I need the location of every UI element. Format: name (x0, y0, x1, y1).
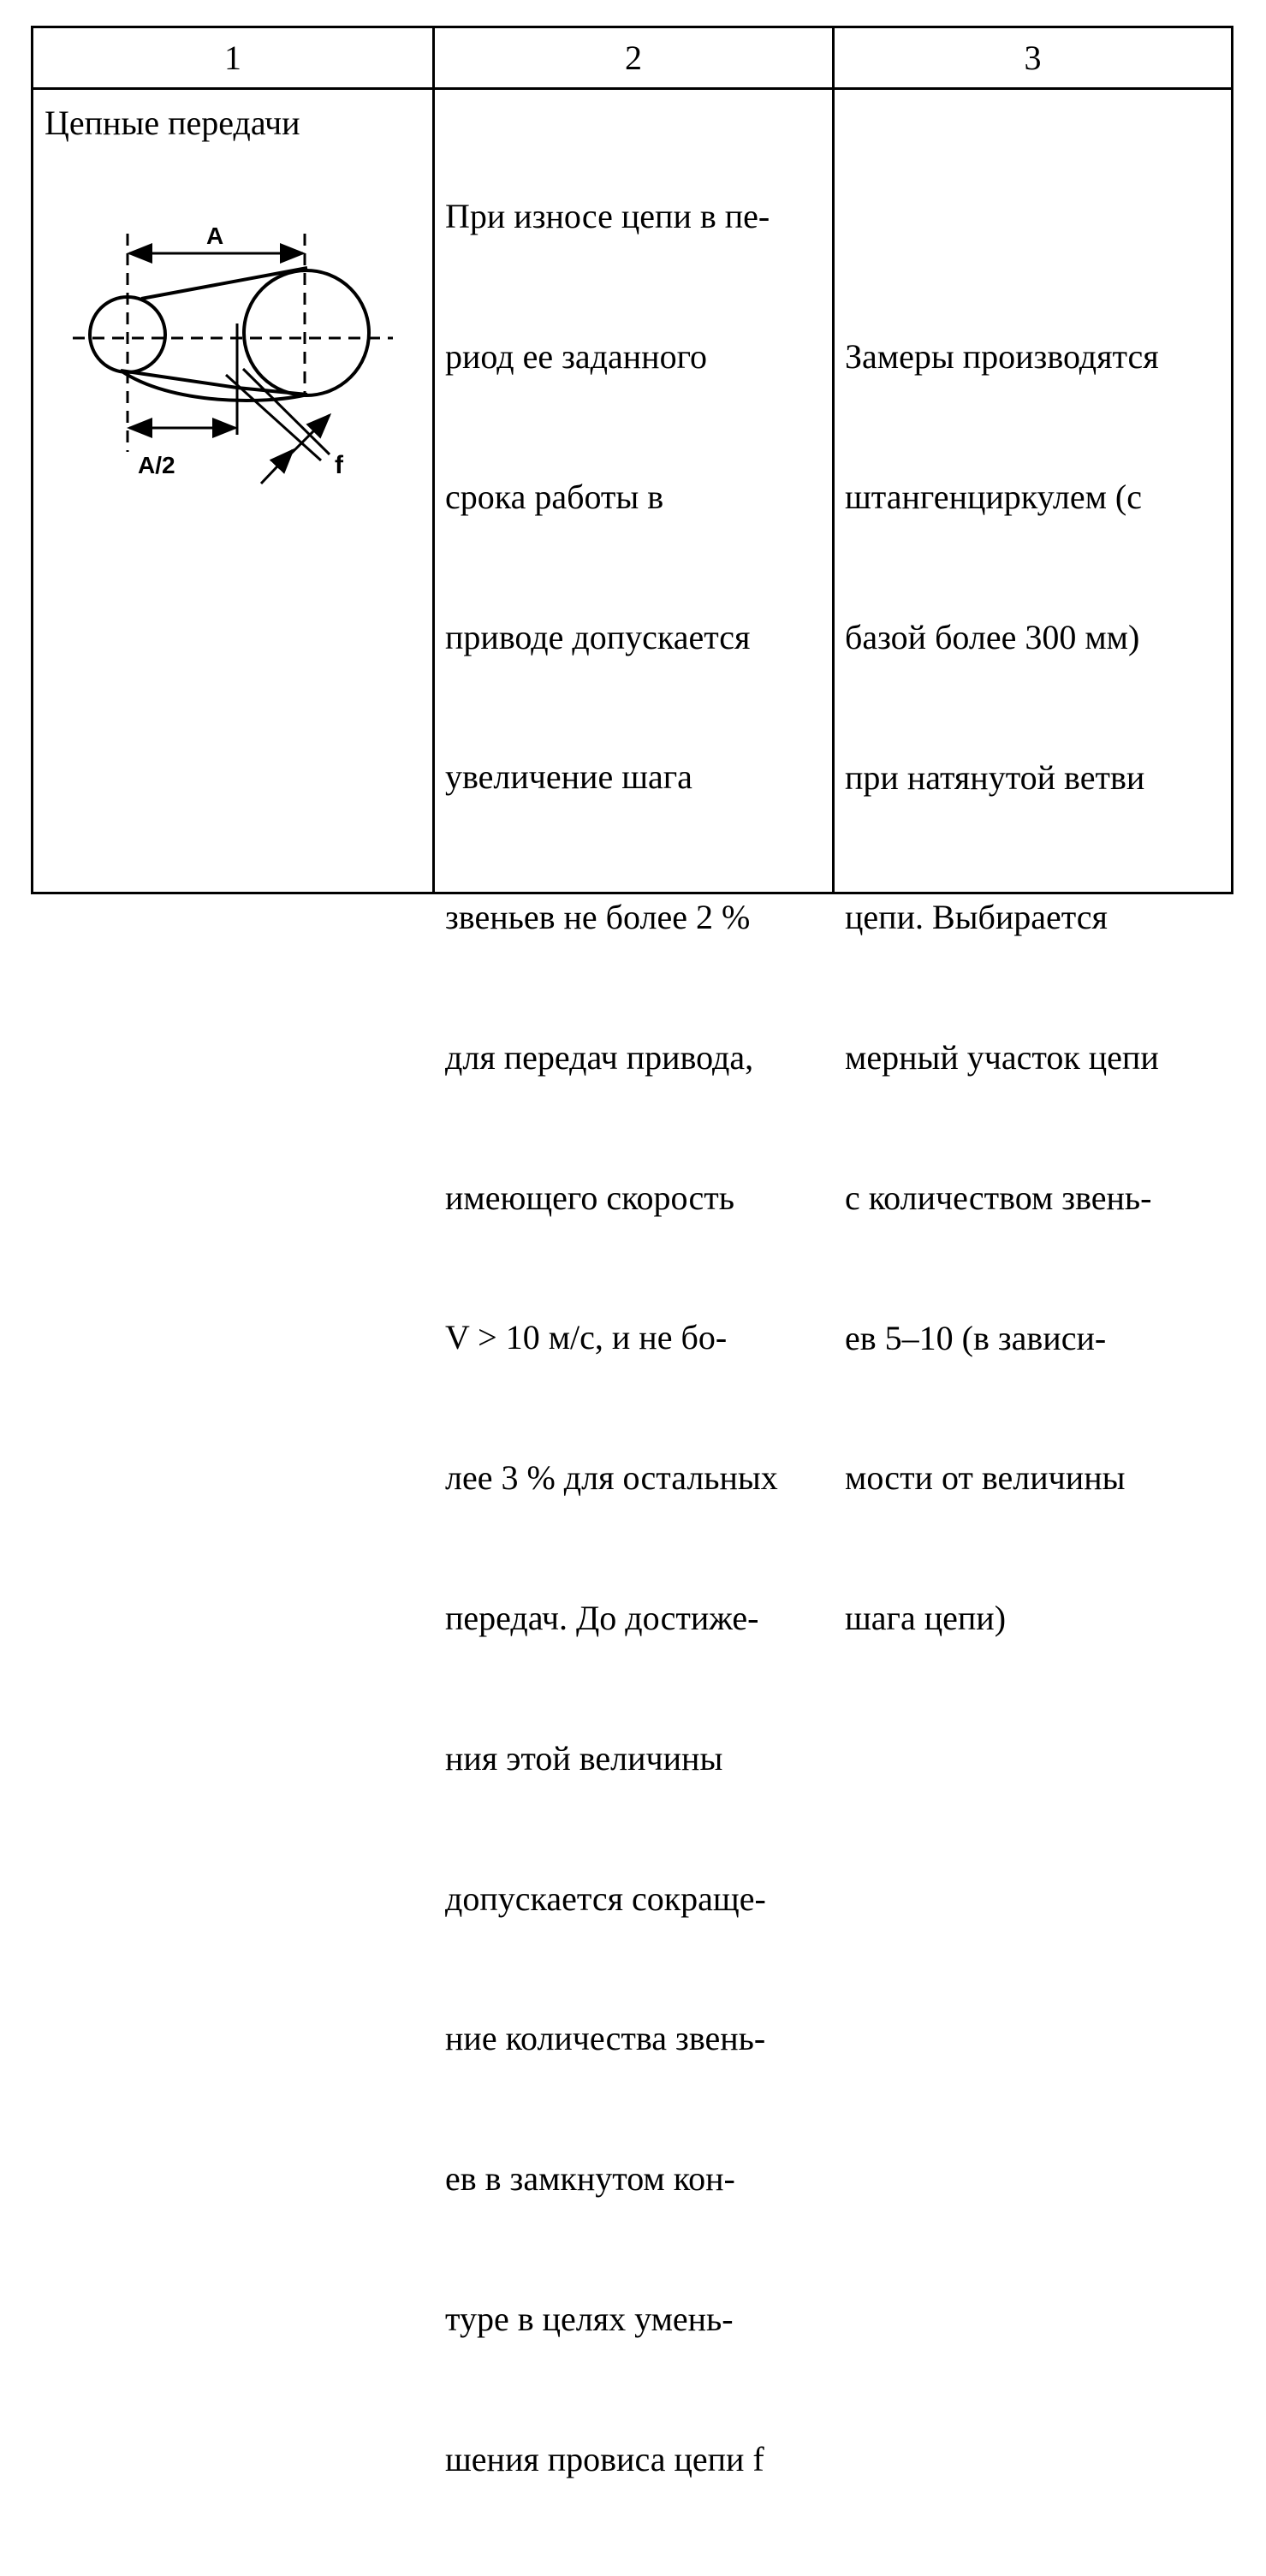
cell-wear-requirements (445, 100, 778, 2576)
text-line: шения провиса цепи f (445, 2439, 764, 2478)
label-a: A (206, 223, 224, 249)
text-line: звеньев не более 2 % (445, 898, 751, 937)
text-line: туре в целях умень- (445, 2299, 734, 2338)
chain-top-branch (141, 268, 307, 299)
text-line: лее 3 % для остальных (445, 1458, 778, 1498)
large-sprocket (244, 270, 369, 395)
text-line: ние количества звень- (445, 2019, 766, 2058)
text-line: ев 5–10 (в зависи- (845, 1318, 1107, 1357)
text-line: штангенциркулем (с (845, 477, 1142, 516)
requirements-table (31, 26, 1233, 2478)
text-line: базой более 300 мм) (845, 617, 1140, 656)
text-line: мерный участок цепи (845, 1038, 1159, 1077)
text-line: риод ее заданного (445, 336, 707, 376)
text-line: мости от величины (845, 1458, 1126, 1498)
text-line: с количеством звень- (845, 1178, 1152, 1217)
label-half-a: A/2 (138, 452, 175, 478)
text-line: Замеры производятся (845, 337, 1159, 377)
text-line: допускается сокраще- (445, 1879, 766, 1918)
text-line: при натянутой ветви (845, 757, 1145, 797)
cell-title-chain-drives: Цепные передачи (45, 104, 300, 142)
text-line: увеличение шага (445, 757, 692, 797)
text-line: срока работы в (445, 477, 664, 516)
text-line: ев в замкнутом кон- (445, 2159, 735, 2199)
text-line: имеющего скорость (445, 1178, 734, 1217)
text-line: для передач привода, (445, 1037, 754, 1077)
sag-line-2 (243, 369, 330, 454)
text-line: шага цепи) (845, 1599, 1007, 1638)
text-line: приводе допускается (445, 617, 751, 656)
chain-drive-diagram (68, 191, 401, 479)
text-line: При износе цепи в пе- (445, 197, 770, 236)
header-col-2: 2 (625, 39, 642, 77)
text-line: ния этой величины (445, 1738, 723, 1778)
text-line: передач. До достиже- (445, 1599, 759, 1637)
label-f: f (335, 451, 343, 479)
header-col-1: 1 (224, 39, 241, 77)
text-line: цепи. Выбирается (845, 898, 1108, 937)
chain-lower-taut (121, 371, 307, 395)
cell-measurement-method (845, 240, 1159, 1736)
header-divider (33, 87, 1231, 90)
column-divider-2 (832, 28, 835, 892)
header-col-3: 3 (1024, 39, 1042, 77)
text-line: V > 10 м/с, и не бо- (445, 1318, 728, 1357)
column-divider-1 (432, 28, 435, 892)
